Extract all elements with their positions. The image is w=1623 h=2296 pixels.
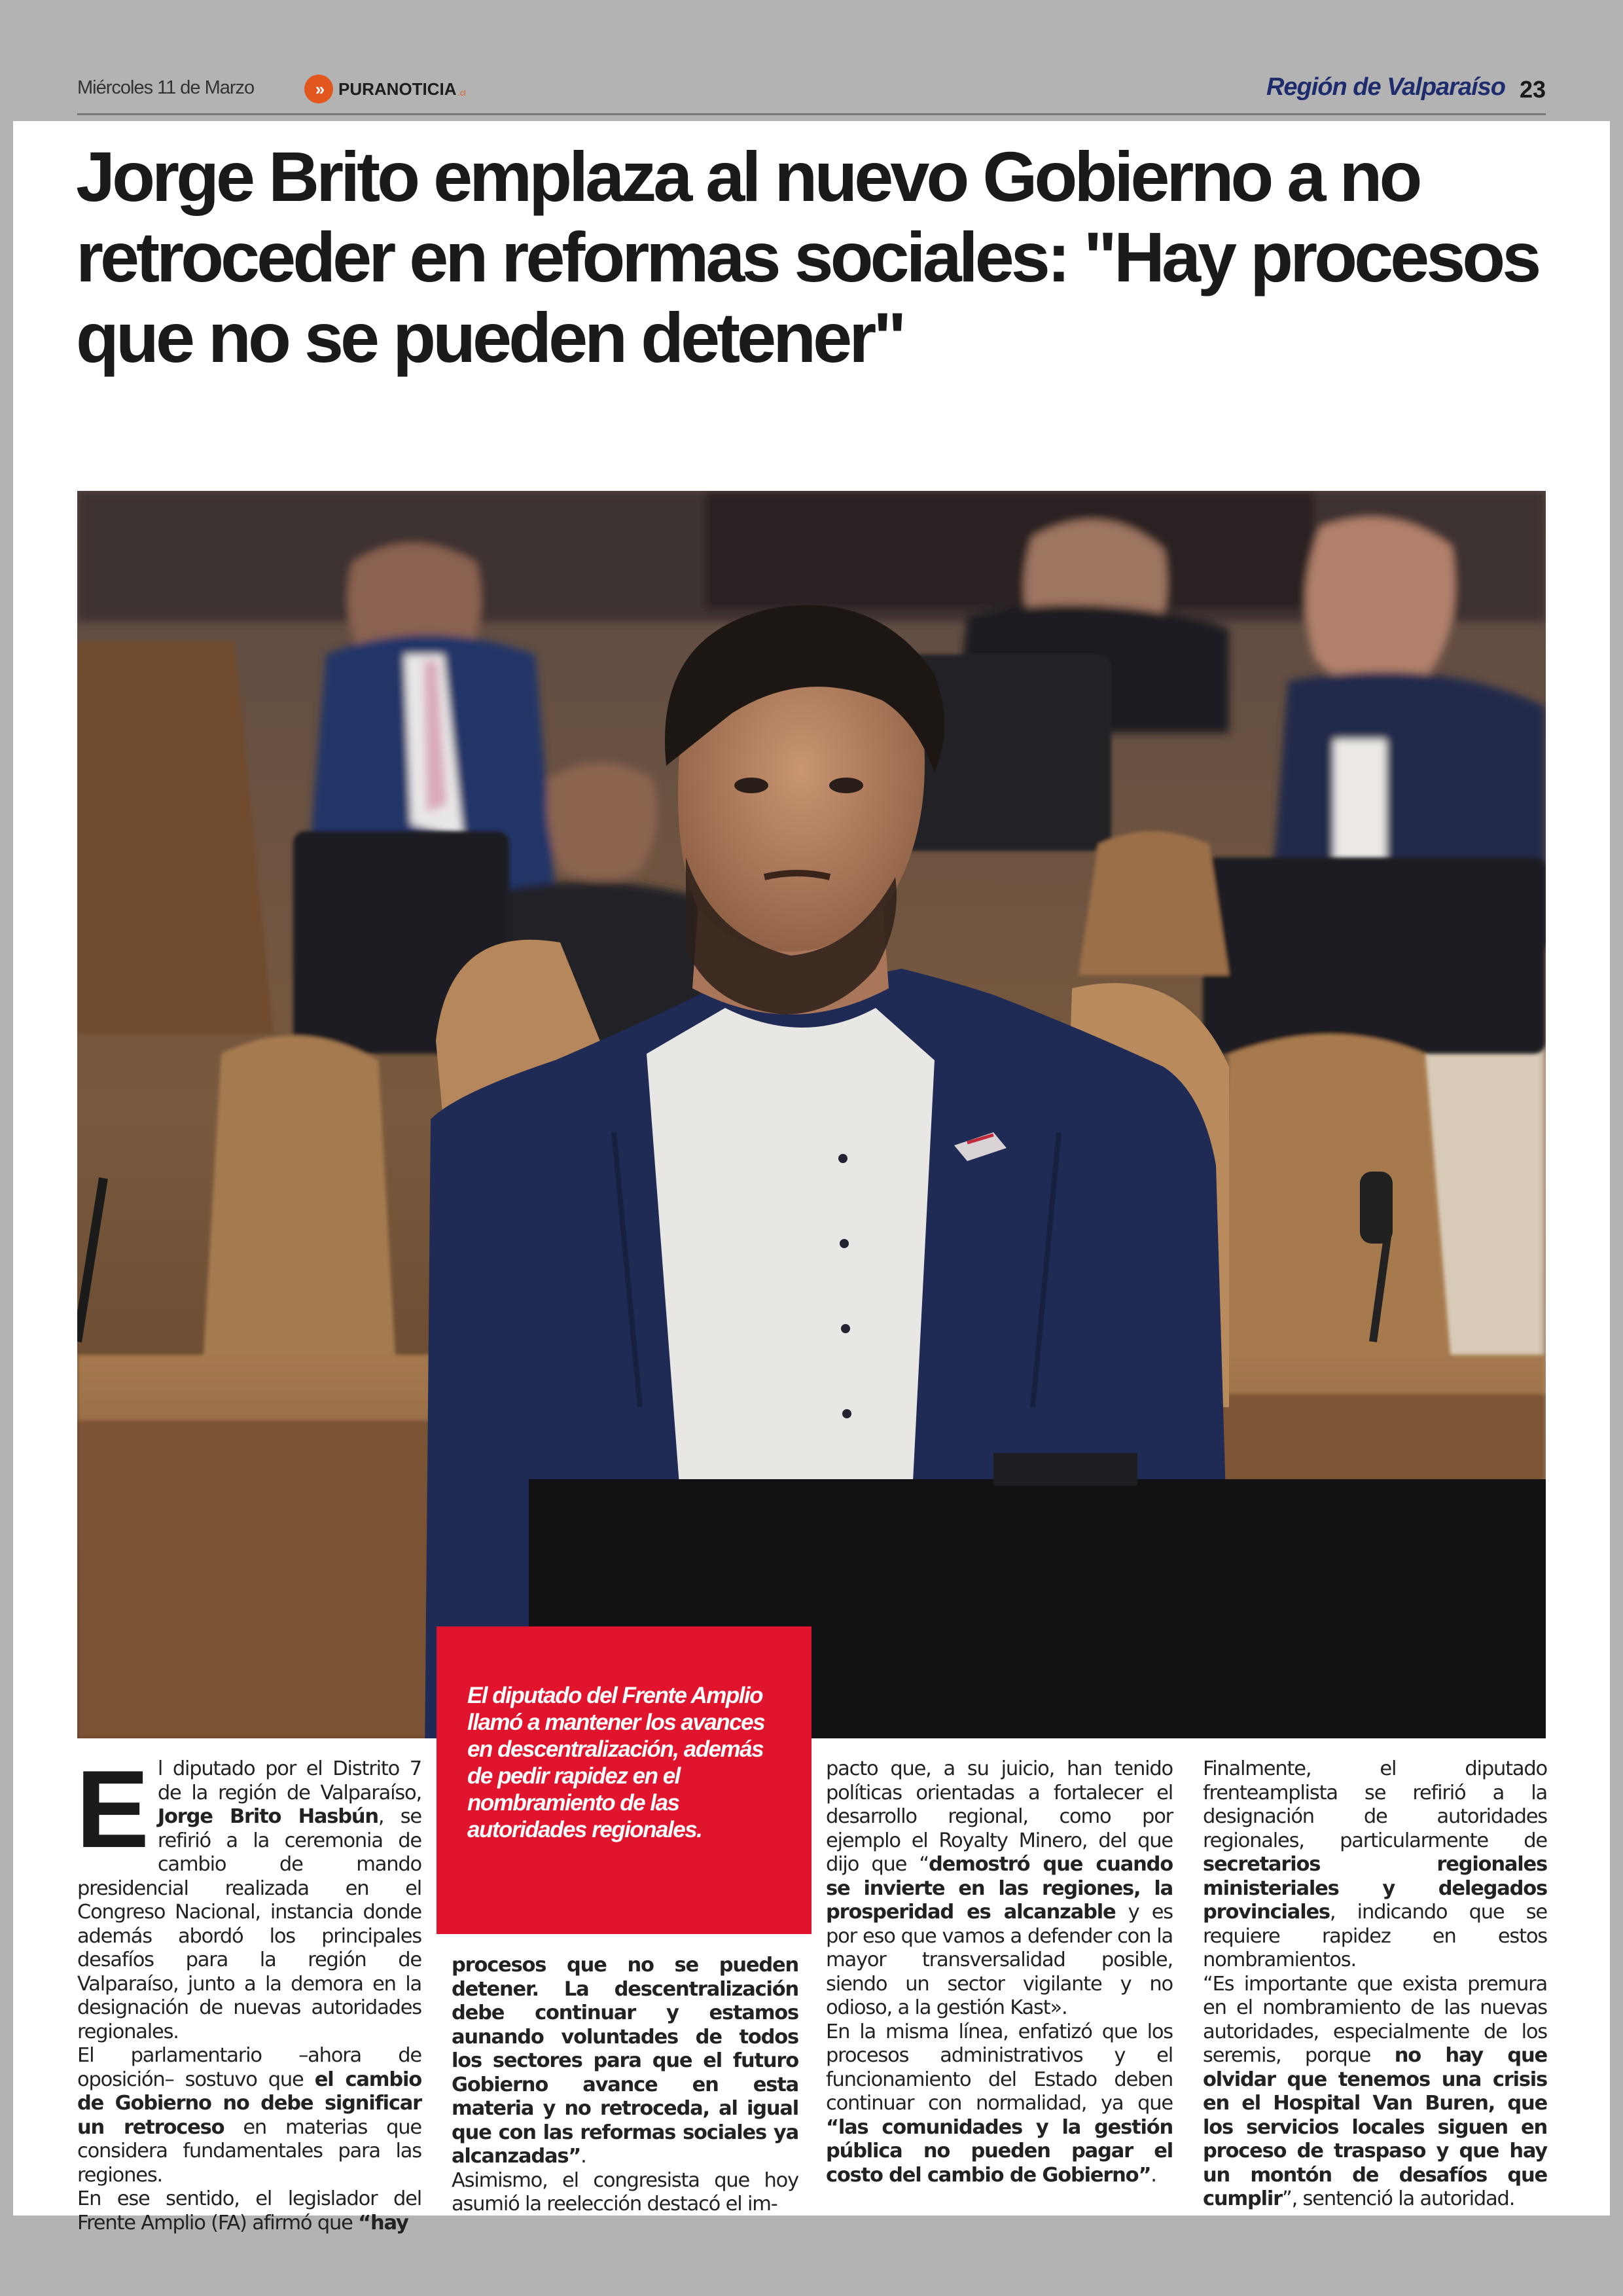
text-run: y es por eso que vamos a defender con la mayor transversalidad posible, siendo un sector vigilante y no odioso, a la gestión Kast». — [826, 1901, 1173, 2019]
text-run: l diputado por el Distrito 7 de la región de Valparaíso, — [157, 1757, 421, 1804]
section-title: Región de Valparaíso — [1266, 73, 1505, 101]
article-headline: Jorge Brito emplaza al nuevo Gobierno a no retroceder en reformas sociales: "Hay procesos que no se pueden detener" — [76, 137, 1539, 377]
text-run: Asimismo, el congresista que hoy asumió la reelección destacó el im- — [452, 2168, 798, 2215]
text-run: ”, sentenció la autoridad. — [1281, 2187, 1515, 2210]
bold-text: Jorge Brito Hasbún — [157, 1805, 378, 1828]
bold-text: no hay que olvidar que tenemos una crisis en el Hospital Van Buren, que los servicios locales siguen en proceso de traspaso y que hay un montón de desafíos que cumplir — [1203, 2044, 1548, 2210]
page-number: 23 — [1519, 76, 1546, 103]
text-run: En ese sentido, el legislador del Frente Amplio (FA) afirmó que — [77, 2187, 421, 2234]
bold-text: procesos que no se pueden detener. La descentralización debe continuar y estamos aunando voluntades de todos los sectores para que el futuro Gobierno avance en esta materia y no retroceda, al igual que con las reformas sociales ya alcanzadas” — [452, 1954, 798, 2168]
text-run: pacto que, a su juicio, han tenido políticas orientadas a fortalecer el desarrollo regional, como por ejemplo el Royalty Minero, del que dijo que “ — [826, 1757, 1173, 1876]
issue-date: Miércoles 11 de Marzo — [77, 77, 255, 98]
text-run: en materias que considera fundamentales para las regiones. — [77, 2115, 421, 2187]
paragraph — [452, 2169, 798, 2217]
article-column-1 — [76, 1748, 422, 2235]
paragraph — [77, 2187, 421, 2235]
brand-logo — [304, 75, 466, 103]
text-run: Finalmente, el diputado frenteamplista se refirió a la designación de autoridades regionales, particularmente de — [1203, 1757, 1547, 1852]
article-column-2 — [452, 1954, 798, 2217]
article-column-4 — [1203, 1757, 1547, 2212]
bold-text: “hay — [358, 2211, 408, 2234]
bold-text: secretarios regionales ministeriales y delegados provinciales — [1203, 1853, 1547, 1924]
text-run: . — [580, 2145, 586, 2168]
text-run: El parlamentario –ahora de oposición– sostuvo que — [77, 2044, 421, 2091]
header-divider — [77, 113, 1546, 115]
brand-name: PURANOTICIA — [338, 79, 457, 99]
paragraph — [826, 1757, 1173, 2020]
text-run: “Es importante que exista premura en el nombramiento de las nuevas autoridades, especialmente de los seremis, porque — [1203, 1972, 1547, 2067]
paragraph — [77, 2044, 421, 2187]
paragraph — [1203, 1757, 1547, 1973]
article-photo — [77, 491, 1546, 1738]
photo-caption: El diputado del Frente Amplio llamó a mantener los avances en descentralización, además de pedir rapidez en el nombramiento de las autoridades regionales. — [467, 1683, 765, 1842]
text-run: . — [1150, 2163, 1156, 2187]
text-run: , indicando que se requiere rapidez en estos nombramientos. — [1203, 1901, 1547, 1971]
text-run: , se refirió a la ceremonia de cambio de mando presidencial realizada en el Congreso Nacional, instancia donde además abordó los principales desafíos para la región de Valparaíso, junto a la demora en la designación de nuevas autoridades regionales. — [77, 1805, 422, 2043]
bold-text: “las comunidades y la gestión pública no pueden pagar el costo del cambio de Gobierno” — [826, 2115, 1173, 2187]
paragraph — [1203, 1973, 1547, 2212]
text-run: En la misma línea, enfatizó que los procesos administrativos y el funcionamiento del Estado deben continuar con normalidad, ya que — [826, 2020, 1173, 2115]
bold-text: demostró que cuando se invierte en las regiones, la prosperidad es alcanzable — [826, 1853, 1173, 1924]
dropcap: E — [76, 1748, 149, 1871]
paragraph — [826, 2020, 1173, 2188]
brand-chevrons-icon: » — [304, 75, 333, 103]
article-column-3 — [826, 1757, 1173, 2187]
bold-text: el cambio de Gobierno no debe significar un retroceso — [77, 2068, 421, 2139]
paragraph — [452, 1954, 798, 2169]
brand-suffix: .cl — [457, 88, 466, 98]
